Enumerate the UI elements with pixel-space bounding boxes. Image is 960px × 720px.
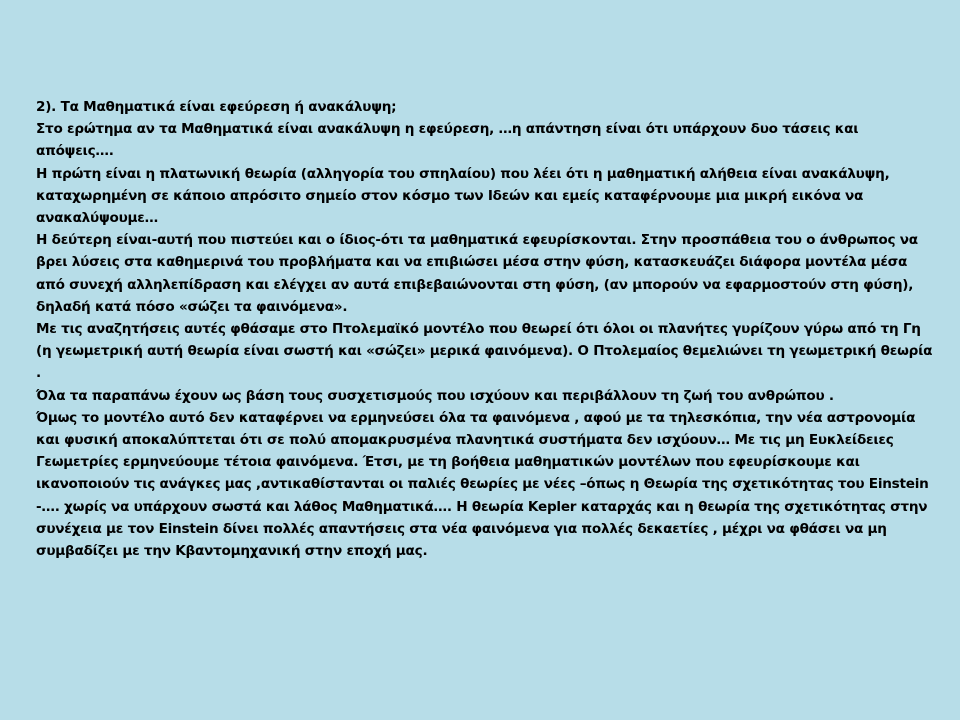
slide-title: 2). Τα Μαθηματικά είναι εφεύρεση ή ανακάλυψη; [36,99,397,115]
paragraph: Όμως το μοντέλο αυτό δεν καταφέρνει να ερμηνεύσει όλα τα φαινόμενα , αφού με τα τηλεσκόπια, την νέα αστρονομία και φυσική αποκαλύπτεται ότι σε πολύ απομακρυσμένα πλανητικά συστήματα δεν ισχύουν… Με τις μη Ευκλείδειες Γεωμετρίες ερμηνεύουμε τέτοια φαινόμενα. Έτσι, με τη βοήθεια μαθηματικών μοντέλων που εφευρίσκουμε και ικανοποιούν τις ανάγκες μας ,αντικαθίστανται οι παλιές θεωρίες με νέες –όπως η Θεωρία της σχετικότητας του Einstein -…. χωρίς να υπάρχουν σωστά και λάθος Μαθηματικά…. Η θεωρία Kepler καταρχάς και η θεωρία της σχετικότητας στην συνέχεια με τον Einstein δίνει πολλές απαντήσεις στα νέα φαινόμενα για πολλές δεκαετίες , μέχρι να φθάσει να μη συμβαδίζει με την Κβαντομηχανική στην εποχή μας. [36,409,929,560]
paragraph: Όλα τα παραπάνω έχουν ως βάση τους συσχετισμούς που ισχύουν και περιβάλλουν τη ζωή του ανθρώπου . [36,387,834,404]
paragraph: Η πρώτη είναι η πλατωνική θεωρία (αλληγορία του σπηλαίου) που λέει ότι η μαθηματική αλήθεια είναι ανακάλυψη, καταχωρημένη σε κάποιο απρόσιτο σημείο στον κόσμο των Ιδεών και εμείς καταφέρνουμε μια μικρή εικόνα να ανακαλύψουμε… [36,165,890,227]
paragraph: Με τις αναζητήσεις αυτές φθάσαμε στο Πτολεμαϊκό μοντέλο που θεωρεί ότι όλοι οι πλανήτες γυρίζουν γύρω από τη Γη (η γεωμετρική αυτή θεωρία είναι σωστή και «σώζει» μερικά φαινόμενα). Ο Πτολεμαίος θεμελιώνει τη γεωμετρική θεωρία . [36,321,933,382]
paragraph: Στο ερώτημα αν τα Μαθηματικά είναι ανακάλυψη η εφεύρεση, …η απάντηση είναι ότι υπάρχουν δυο τάσεις και απόψεις…. [36,121,859,160]
slide-text-body [36,96,940,562]
paragraph: Η δεύτερη είναι-αυτή που πιστεύει και ο ίδιος-ότι τα μαθηματικά εφευρίσκονται. Στην προσπάθεια του ο άνθρωπος να βρει λύσεις στα καθημερινά του προβλήματα και να επιβιώσει μέσα στην φύση, κατασκευάζει διάφορα μοντέλα μέσα από συνεχή αλληλεπίδραση και ελέγχει αν αυτά επιβεβαιώνονται στη φύση, (αν μπορούν να εφαρμοστούν στη φύση), δηλαδή κατά πόσο «σώζει τα φαινόμενα». [36,232,918,315]
